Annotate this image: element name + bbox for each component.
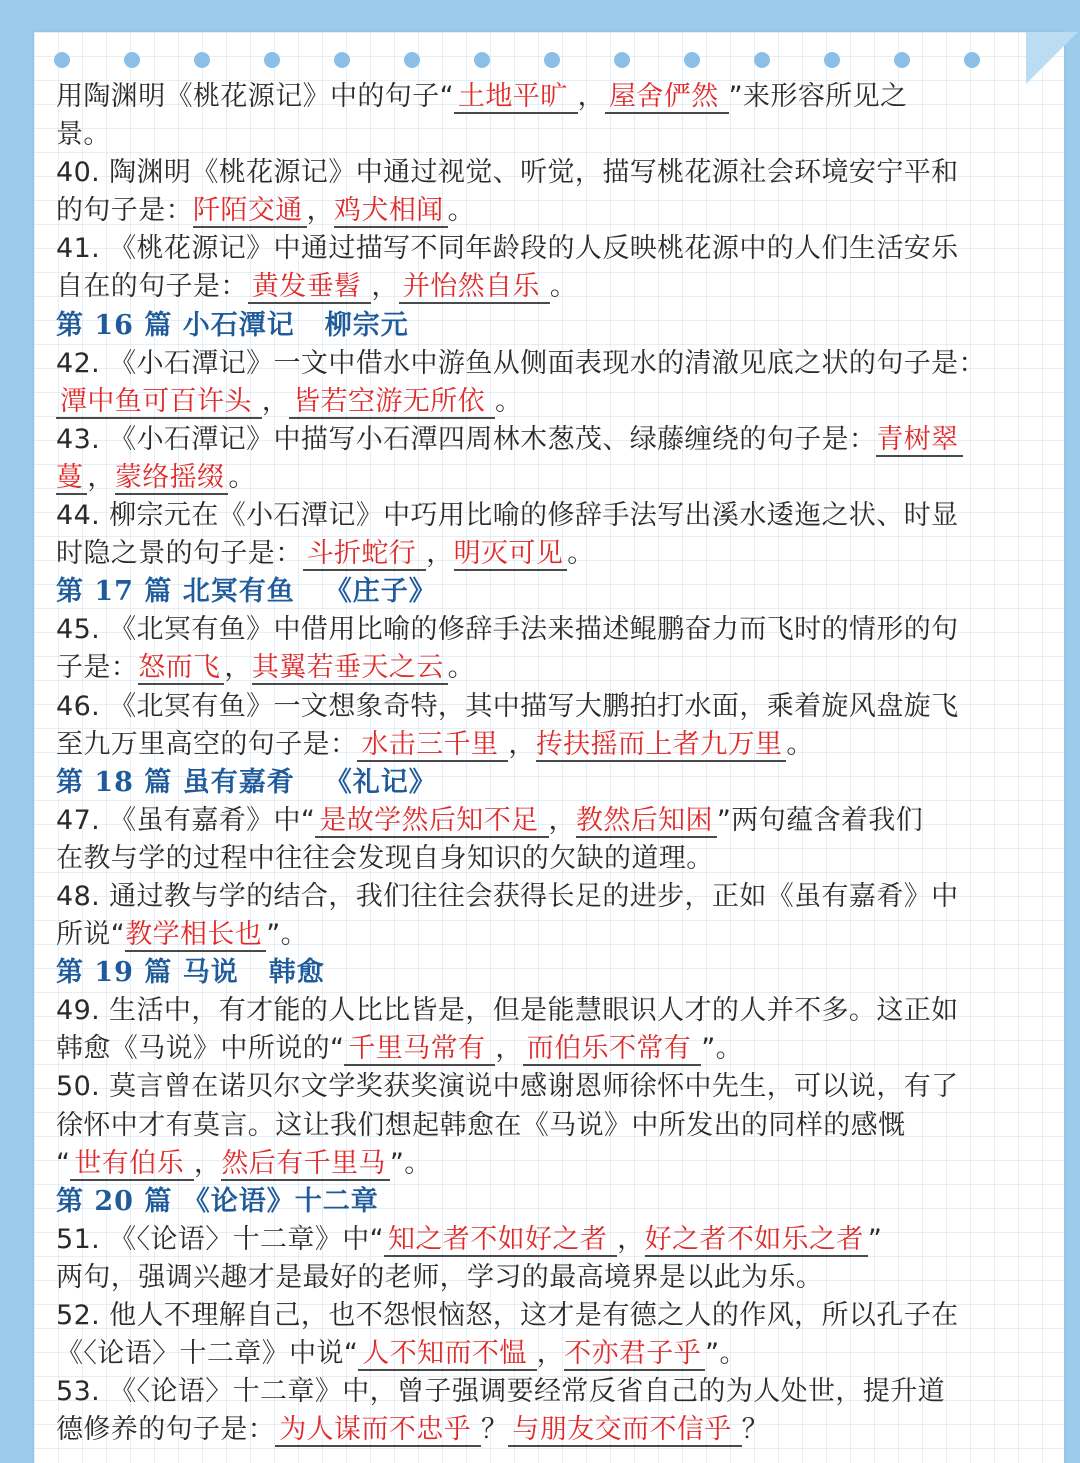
question-text: 。 (495, 385, 523, 417)
question-text: ， (261, 385, 290, 417)
text-line (56, 688, 1046, 726)
question-text: ” (867, 1223, 883, 1255)
answer-blank: 土地平旷 (454, 81, 578, 114)
answer-blank: 明灭可见 (454, 538, 568, 571)
text-line (56, 192, 1046, 230)
answer-blank: 青树翠 (876, 424, 962, 457)
question-text: 47. 《虽有嘉肴》中“ (56, 804, 316, 836)
question-text: 41. 《桃花源记》中通过描写不同年龄段的人反映桃花源中的人们生活安乐 (56, 233, 959, 265)
question-text: 40. 陶渊明《桃花源记》中通过视觉、听觉，描写桃花源社会环境安宁平和 (56, 157, 959, 189)
binder-dot (544, 52, 560, 68)
text-line (56, 497, 1046, 535)
text-line (56, 1373, 1046, 1411)
text-line (56, 611, 1046, 649)
question-text: ， (371, 271, 399, 303)
question-text: ， (577, 81, 606, 112)
question-text: 徐怀中才有莫言。这让我们想起韩愈在《马说》中所发出的同样的感慨 (56, 1109, 906, 1141)
question-text: 51. 《〈论语〉十二章》中“ (56, 1223, 385, 1255)
binder-dot (124, 52, 140, 68)
text-line (56, 649, 1046, 687)
answer-blank: 与朋友交而不信乎 (508, 1414, 741, 1447)
text-line (56, 535, 1046, 573)
text-line (56, 230, 1046, 268)
text-line (56, 1335, 1046, 1373)
text-line (56, 992, 1046, 1030)
binder-dot (404, 52, 420, 68)
question-text: ”。 (389, 1147, 432, 1179)
question-text: ”。 (705, 1338, 747, 1370)
question-text: ， (224, 652, 252, 684)
text-line (56, 268, 1046, 306)
section-title: 第 18 篇 虽有嘉肴 (56, 766, 295, 798)
answer-blank: 阡陌交通 (193, 195, 307, 228)
page-fold-corner (1026, 32, 1078, 84)
binder-dot (54, 52, 70, 68)
answer-blank: 然后有千里马 (221, 1148, 389, 1181)
question-text: 自在的句子是： (56, 271, 248, 303)
question-text: ， (617, 1223, 645, 1255)
text-line (56, 726, 1046, 764)
question-text: ， (194, 1147, 222, 1179)
text-line (56, 916, 1046, 954)
section-title: 第 17 篇 北冥有鱼 (56, 576, 295, 608)
question-text: “ (56, 1147, 71, 1179)
answer-blank: 千里马常有 (344, 1033, 495, 1066)
text-line (56, 1030, 1046, 1068)
question-text: 45. 《北冥有鱼》中借用比喻的修辞手法来描述鲲鹏奋力而飞时的情形的句 (56, 614, 959, 646)
question-text: ， (536, 1338, 565, 1370)
question-text: 所说“ (56, 919, 126, 951)
question-text: ， (87, 461, 115, 493)
binder-dot (614, 52, 630, 68)
question-text: 时隐之景的句子是： (56, 538, 303, 570)
text-line (56, 345, 1046, 383)
answer-blank: 人不知而不愠 (358, 1338, 536, 1371)
binder-dot (824, 52, 840, 68)
question-text: 景。 (56, 119, 111, 151)
question-text: 48. 通过教与学的结合，我们往往会获得长足的进步，正如《虽有嘉肴》中 (56, 880, 959, 912)
answer-blank: 而伯乐不常有 (523, 1033, 701, 1066)
question-text: 。 (447, 652, 476, 684)
quiz-content (56, 78, 1046, 1449)
question-text: 42. 《小石潭记》一文中借水中游鱼从侧面表现水的清澈见底之状的句子是： (56, 347, 986, 379)
text-line (56, 1145, 1046, 1183)
question-text: 用陶渊明《桃花源记》中的句子“ (56, 81, 454, 112)
text-line (56, 1221, 1046, 1259)
answer-blank: 不亦君子乎 (564, 1338, 705, 1371)
answer-blank: 蔓 (56, 462, 87, 495)
binder-dot (264, 52, 280, 68)
question-text: ， (306, 195, 335, 227)
answer-blank: 屋舍俨然 (605, 81, 729, 114)
question-text: 。 (567, 538, 595, 570)
question-text: ”来形容所见之 (728, 81, 908, 112)
section-heading (56, 954, 1046, 992)
text-line (56, 154, 1046, 192)
question-text: 44. 柳宗元在《小石潭记》中巧用比喻的修辞手法写出溪水逶迤之状、时显 (56, 500, 959, 532)
question-text: 。 (447, 195, 476, 227)
answer-blank: 并怡然自乐 (399, 271, 550, 304)
binder-dots (54, 52, 994, 72)
question-text: ， (548, 804, 576, 836)
binder-dot (334, 52, 350, 68)
section-title: 第 19 篇 马说 (56, 957, 239, 989)
answer-blank: 其翼若垂天之云 (252, 652, 448, 685)
text-line (56, 802, 1046, 840)
question-text: 53. 《〈论语〉十二章》中，曾子强调要经常反省自己的为人处世，提升道 (56, 1376, 946, 1408)
text-line (56, 459, 1046, 497)
question-text: 在教与学的过程中往往会发现自身知识的欠缺的道理。 (56, 842, 714, 874)
text-line (56, 840, 1046, 878)
answer-blank: 为人谋而不忠乎 (275, 1414, 481, 1447)
question-text: 52. 他人不理解自己，也不怨恨恼怒，这才是有德之人的作风，所以孔子在 (56, 1300, 959, 1331)
section-heading (56, 573, 1046, 611)
question-text: ， (426, 538, 454, 570)
section-author: 《庄子》 (324, 576, 437, 608)
section-heading (56, 764, 1046, 802)
text-line (56, 383, 1046, 421)
question-text: ？ (741, 1414, 770, 1446)
text-line (56, 1297, 1046, 1335)
question-text: 43. 《小石潭记》中描写小石潭四周林木葱茂、绿藤缠绕的句子是： (56, 423, 877, 455)
question-text: 。 (549, 271, 578, 303)
question-text: 50. 莫言曾在诺贝尔文学奖获奖演说中感谢恩师徐怀中先生，可以说，有了 (56, 1071, 959, 1103)
question-text: ”两句蕴含着我们 (716, 804, 924, 836)
section-heading (56, 307, 1046, 345)
question-text: 的句子是： (56, 195, 193, 227)
binder-dot (194, 52, 210, 68)
answer-blank: 斗折蛇行 (303, 538, 427, 571)
answer-blank: 教然后知困 (576, 805, 717, 838)
question-text: 。 (786, 728, 814, 760)
question-text: 韩愈《马说》中所说的“ (56, 1033, 345, 1065)
text-line (56, 1068, 1046, 1106)
question-text: 子是： (56, 652, 139, 684)
answer-blank: 怒而飞 (138, 652, 224, 685)
text-line (56, 1107, 1046, 1145)
answer-blank: 蒙络摇缀 (115, 462, 229, 495)
question-text: 《〈论语〉十二章》中说“ (56, 1338, 359, 1370)
question-text: ， (508, 728, 536, 760)
section-heading (56, 1183, 1046, 1221)
text-line (56, 1259, 1046, 1297)
binder-dot (754, 52, 770, 68)
answer-blank: 知之者不如好之者 (384, 1224, 617, 1257)
section-author: 柳宗元 (324, 309, 409, 341)
binder-dot (474, 52, 490, 68)
question-text: 。 (228, 461, 256, 493)
answer-blank: 潭中鱼可百许头 (56, 386, 262, 419)
answer-blank: 皆若空游无所依 (289, 386, 495, 419)
question-text: ？ (481, 1414, 509, 1446)
question-text: ”。 (266, 919, 308, 951)
binder-dot (894, 52, 910, 68)
answer-blank: 黄发垂髫 (248, 271, 372, 304)
answer-blank: 是故学然后知不足 (315, 805, 548, 838)
question-text: 46. 《北冥有鱼》一文想象奇特，其中描写大鹏拍打水面，乘着旋风盘旋飞 (56, 690, 959, 722)
text-line (56, 116, 1046, 154)
text-line (56, 1411, 1046, 1449)
notebook-sheet (34, 32, 1064, 1463)
answer-blank: 水击三千里 (357, 729, 508, 762)
answer-blank: 好之者不如乐之者 (645, 1224, 868, 1257)
section-title: 第 16 篇 小石潭记 (56, 309, 295, 341)
answer-blank: 教学相长也 (125, 919, 266, 952)
text-line (56, 878, 1046, 916)
question-text: 德修养的句子是： (56, 1414, 276, 1446)
answer-blank: 世有伯乐 (70, 1148, 194, 1181)
section-author: 《礼记》 (324, 766, 437, 798)
binder-dot (684, 52, 700, 68)
question-text: ”。 (701, 1033, 743, 1065)
text-line (56, 78, 1046, 116)
section-author: 韩愈 (268, 957, 325, 989)
text-line (56, 421, 1046, 459)
binder-dot (964, 52, 980, 68)
section-title: 第 20 篇 《论语》十二章 (56, 1185, 379, 1217)
question-text: 两句，强调兴趣才是最好的老师，学习的最高境界是以此为乐。 (56, 1261, 824, 1293)
answer-blank: 鸡犬相闻 (334, 195, 448, 228)
question-text: 49. 生活中，有才能的人比比皆是，但是能慧眼识人才的人并不多。这正如 (56, 995, 959, 1027)
answer-blank: 抟扶摇而上者九万里 (536, 729, 787, 762)
question-text: 至九万里高空的句子是： (56, 728, 358, 760)
question-text: ， (495, 1033, 523, 1065)
